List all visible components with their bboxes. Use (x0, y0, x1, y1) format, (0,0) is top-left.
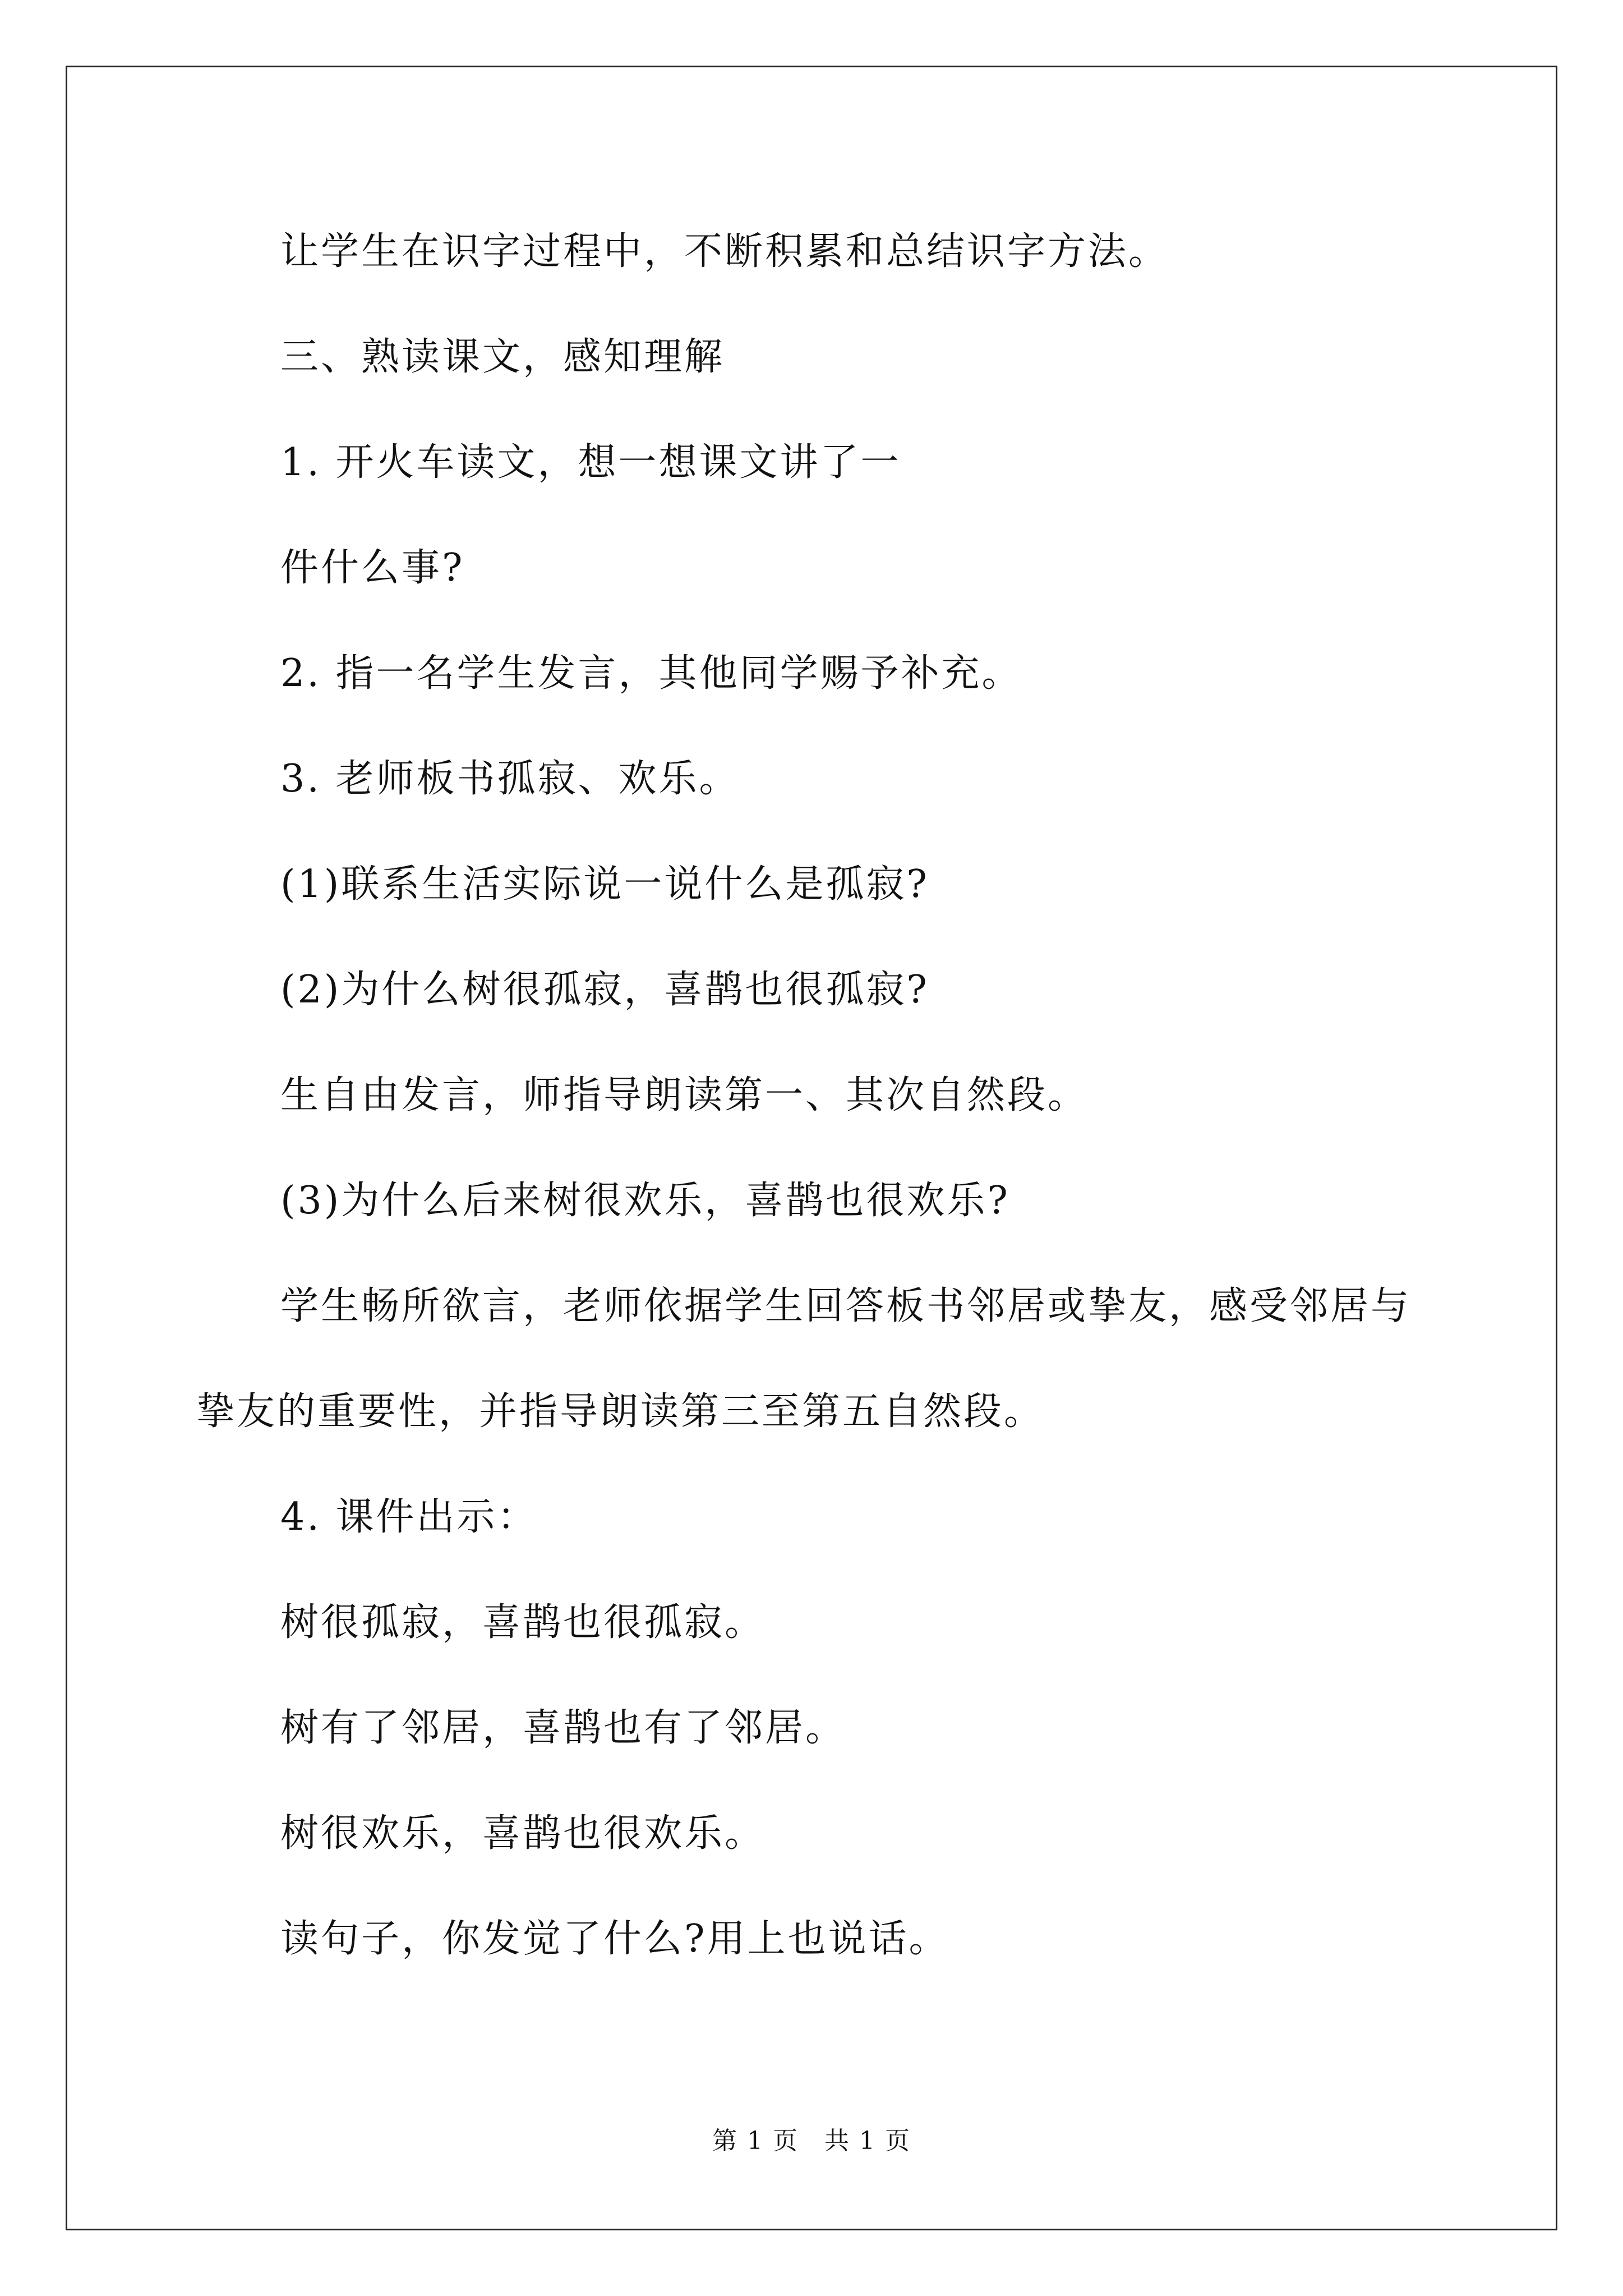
page-border (66, 66, 1557, 2230)
list-item-2: 2. 指一名学生发言，其他同学赐予补充。 (280, 651, 1022, 696)
list-item-1: 1. 开火车读文，想一想课文讲了一 (280, 440, 901, 485)
list-item-4: 4. 课件出示： (280, 1495, 538, 1539)
example-sentence-2: 树有了邻居，喜鹊也有了邻居。 (280, 1706, 846, 1750)
list-item-3: 3. 老师板书孤寂、欢乐。 (280, 757, 740, 801)
paragraph-student-speak: 生自由发言，师指导朗读第一、其次自然段。 (280, 1073, 1089, 1117)
paragraph-discussion: 学生畅所欲言，老师依据学生回答板书邻居或挚友，感受邻居与 (280, 1284, 1412, 1328)
paragraph-discussion-continued: 挚友的重要性，并指导朗读第三至第五自然段。 (196, 1389, 1045, 1434)
list-item-1-continued: 件什么事? (280, 546, 465, 590)
page-number: 第 1 页 共 1 页 (712, 2127, 911, 2155)
section-heading: 三、熟读课文，感知理解 (280, 335, 725, 379)
example-sentence-3: 树很欢乐，喜鹊也很欢乐。 (280, 1811, 766, 1856)
sub-item-1: (1)联系生活实际说一说什么是孤寂? (280, 862, 929, 907)
example-sentence-1: 树很孤寂，喜鹊也很孤寂。 (280, 1600, 766, 1645)
sub-item-2: (2)为什么树很孤寂，喜鹊也很孤寂? (280, 968, 929, 1012)
paragraph-reading-task: 读句子，你发觉了什么?用上也说话。 (280, 1917, 949, 1961)
paragraph-1: 让学生在识字过程中，不断积累和总结识字方法。 (280, 229, 1169, 274)
sub-item-3: (3)为什么后来树很欢乐，喜鹊也很欢乐? (280, 1179, 1010, 1223)
